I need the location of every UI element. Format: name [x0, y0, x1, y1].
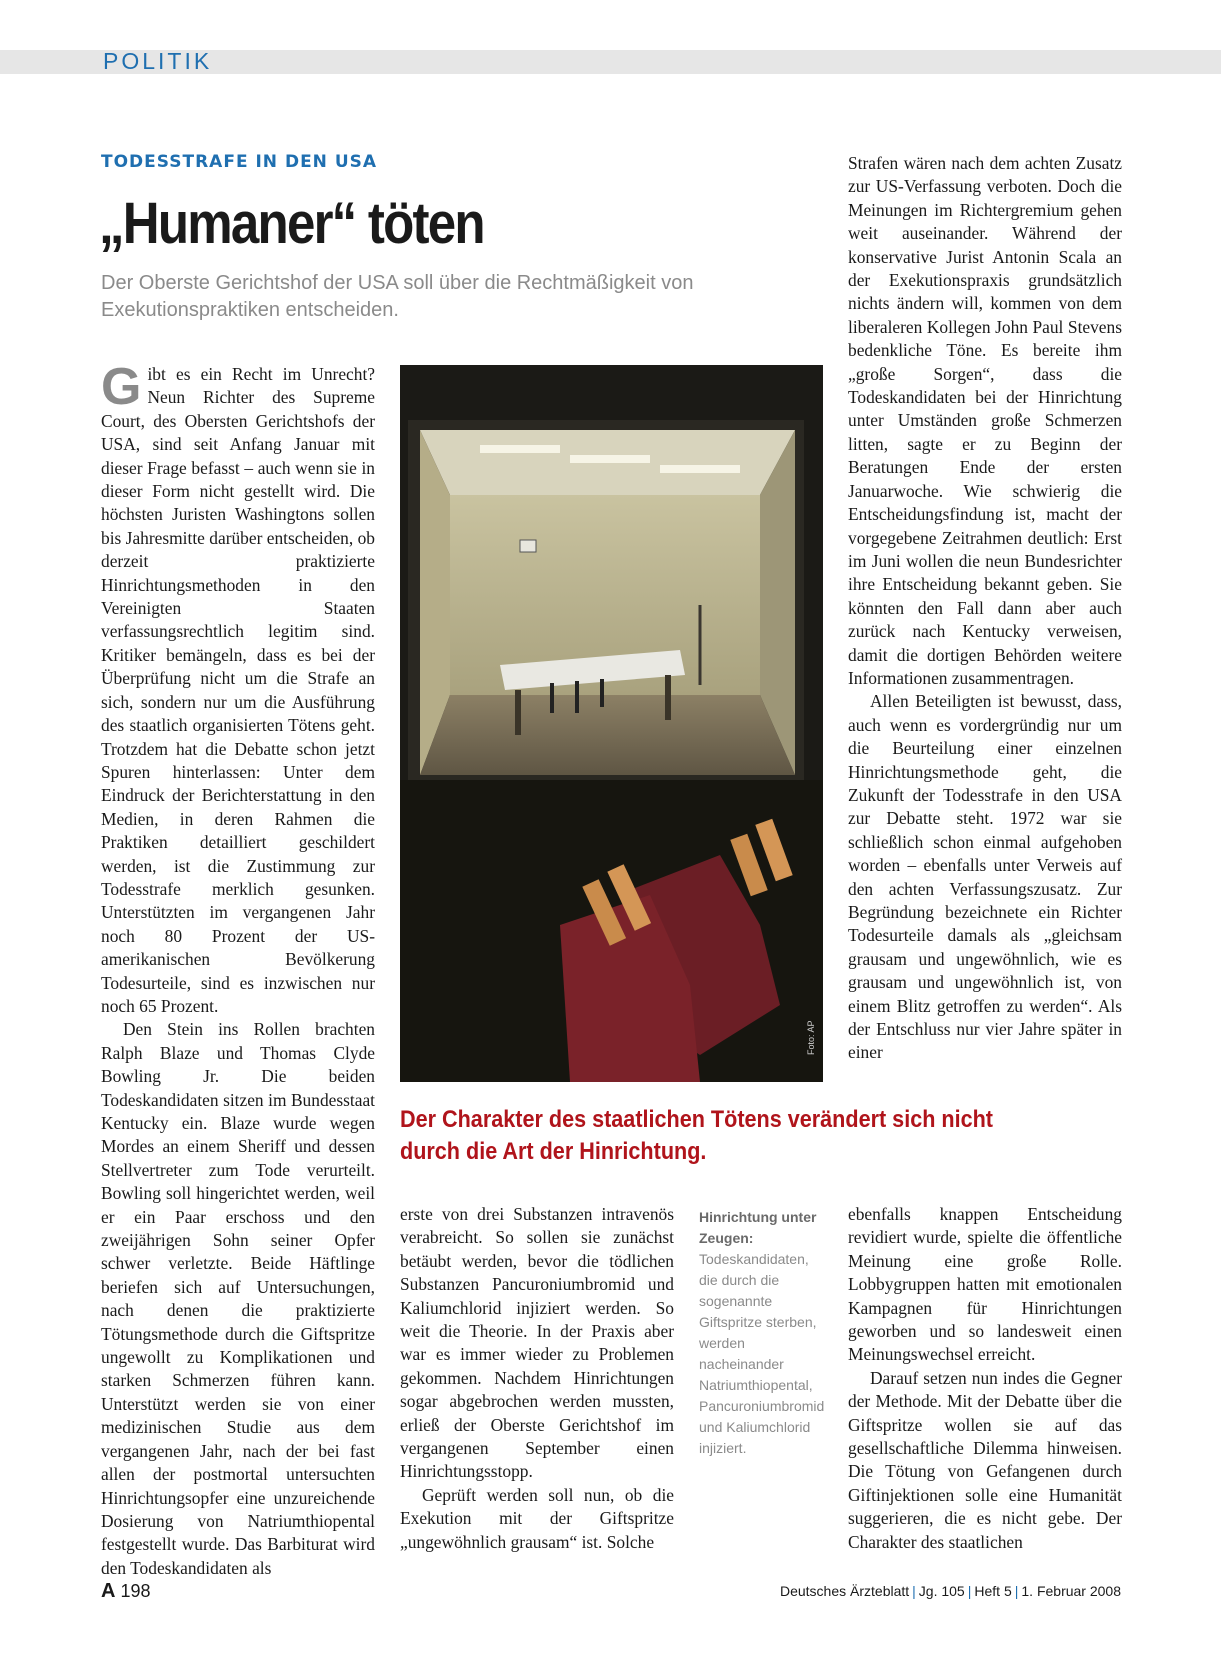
photo-credit: Foto: AP: [806, 1020, 816, 1055]
separator: |: [967, 1583, 972, 1599]
paragraph: Geprüft werden soll nun, ob die Exekution mit der Giftspritze „ungewöhnlich grausam“ ist. Solche: [400, 1484, 674, 1552]
caption-text: Todeskandidaten, die durch die sogenannte Giftspritze sterben, werden nacheinander Natriumthiopental, Pancuroniumbromid und Kaliumchlorid injiziert.: [699, 1251, 825, 1456]
page-number: [101, 1580, 151, 1603]
photo-caption: [699, 1207, 827, 1459]
paragraph: Allen Beteiligten ist bewusst, dass, auch wenn es vordergründig nur um die Beurteilung einer einzelnen Hinrichtungsmethode geht, die Zukunft der Todesstrafe in den USA zur Debatte steht. 1972 war sie schließlich schon einmal aufgehoben worden – ebenfalls unter Verweis auf den achten Verfassungszusatz. Zur Begründung bezeichnete ein Richter Todesurteile damals als „gleichsam grausam und ungewöhnlich, wie es grausam und ungewöhnlich ist, von einem Blitz getroffen zu werden“. Als der Entschluss nur vier Jahre später in einer: [848, 691, 1122, 1063]
article-column-4: [848, 1203, 1122, 1554]
issue: Heft 5: [974, 1583, 1012, 1599]
drop-cap: G: [101, 358, 142, 416]
paragraph: Den Stein ins Rollen brachten Ralph Blaze und Thomas Clyde Bowling Jr. Die beiden Todeskandidaten sitzen im Bundesstaat Kentucky ein. Blaze wurde wegen Mordes an einem Sheriff und dessen Stellvertreter zum Tode verurteilt. Bowling soll hingerichtet werden, weil er ein Paar erschoss und den zweijährigen Sohn seiner Opfer schwer verletzte. Beide Häftlinge beriefen sich auf Untersuchungen, nach denen die praktizierte Tötungsmethode durch die Giftspritze ungewollt zu Komplikationen und starken Schmerzen führen kann. Unterstützt werden sie von einer medizinischen Studie aus dem vergangenen Jahr, nach der bei fast allen der postmortal untersuchten Hinrichtungsopfer eine unzureichende Dosierung von Natriumthiopental festgestellt wurde. Das Barbiturat wird den Todeskandidaten als: [101, 1019, 375, 1578]
page-number-value: 198: [120, 1581, 151, 1601]
section-label: POLITIK: [103, 48, 213, 74]
headline: „Humaner“ töten: [99, 191, 484, 256]
volume: Jg. 105: [918, 1583, 965, 1599]
execution-chamber-illustration: [400, 365, 823, 1082]
paragraph: erste von drei Substanzen intravenös verabreicht. So sollen sie zunächst betäubt werden, bevor die tödlichen Substanzen Pancuroniumbromid und Kaliumchlorid injiziert werden. So weit die Theorie. In der Praxis aber war es immer wieder zu Problemen gekommen. Nachdem Hinrichtungen sogar abgebrochen werden mussten, erließ der Oberste Gerichtshof im vergangenen September einen Hinrichtungsstopp.: [400, 1204, 674, 1482]
caption-title: Hinrichtung unter Zeugen:: [699, 1209, 817, 1246]
article-column-3: [848, 152, 1122, 1065]
paragraph: ebenfalls knappen Entscheidung revidiert wurde, spielte die öffentliche Meinung eine große Rolle. Lobbygruppen hatten mit emotionalen Kampagnen für Hinrichtungen geworben und so landesweit einen Meinungswechsel erreicht.: [848, 1204, 1122, 1365]
paragraph: Strafen wären nach dem achten Zusatz zur US-Verfassung verboten. Doch die Meinungen im Richtergremium gehen weit auseinander. Während der konservative Jurist Antonin Scala an der Exekutionspraxis grundsätzlich nichts ändern will, kommen von dem liberaleren Kollegen John Paul Stevens bedenkliche Töne. Es bereite ihm „große Sorgen“, dass die Todeskandidaten bei der Hinrichtung unter Umständen große Schmerzen litten, sagte er zu Beginn der Beratungen Ende der ersten Januarwoche. Wie schwierig die Entscheidungsfindung ist, macht der vorgegebene Zeitrahmen deutlich: Erst im Juni wollen die neun Bundesrichter ihre Entscheidung bekannt geben. Sie könnten den Fall dann aber auch zurück nach Kentucky verweisen, damit die dortigen Behörden weitere Informationen zusammentragen.: [848, 153, 1122, 688]
page-prefix: A: [101, 1580, 116, 1602]
execution-chamber-photo: [400, 365, 823, 1082]
issue-date: 1. Februar 2008: [1021, 1583, 1121, 1599]
pull-quote: Der Charakter des staatlichen Tötens verändert sich nicht durch die Art der Hinrichtung.: [400, 1106, 994, 1165]
separator: |: [1014, 1583, 1019, 1599]
paragraph: [101, 358, 375, 1018]
journal-name: Deutsches Ärzteblatt: [779, 1583, 910, 1599]
paragraph: Darauf setzen nun indes die Gegner der Methode. Mit der Debatte über die Giftspritze wollen sie auf das gesellschaftliche Dilemma hinweisen. Die Tötung von Gefangenen durch Giftinjektionen solle eine Humanität suggerieren, die es nicht gebe. Der Charakter des staatlichen: [848, 1367, 1122, 1552]
article-column-1: [101, 358, 375, 1578]
separator: |: [912, 1583, 916, 1599]
paragraph-text: ibt es ein Recht im Unrecht? Neun Richter des Supreme Court, des Obersten Gerichtshofs der USA, sind seit Anfang Januar mit dieser Frage befasst – auch wenn sie in dieser Form nicht gestellt wird. Die höchsten Juristen Washingtons sollen bis Jahresmitte darüber entscheiden, ob derzeit praktizierte Hinrichtungsmethoden in den Vereinigten Staaten verfassungsrechtlich legitim sind. Kritiker bemängeln, dass es bei der Überprüfung nicht um die Strafe an sich, sondern nur um die Ausführung des staatlich organisierten Tötens geht. Trotzdem hat die Debatte schon jetzt Spuren hinterlassen: Unter dem Eindruck der Berichterstattung in den Medien, in deren Rahmen die Praktiken detailliert geschildert werden, ist die Zustimmung zur Todesstrafe merklich gesunken. Unterstützten im vergangenen Jahr noch 80 Prozent der US-amerikanischen Bevölkerung Todesurteile, sind es inzwischen nur noch 65 Prozent.: [101, 364, 375, 1016]
subheadline: Der Oberste Gerichtshof der USA soll über die Rechtmäßigkeit von Exekutionspraktiken entscheiden.: [101, 272, 694, 321]
journal-footer: [780, 1583, 1121, 1599]
kicker: TODESSTRAFE IN DEN USA: [101, 152, 378, 172]
article-column-2: [400, 1203, 674, 1554]
